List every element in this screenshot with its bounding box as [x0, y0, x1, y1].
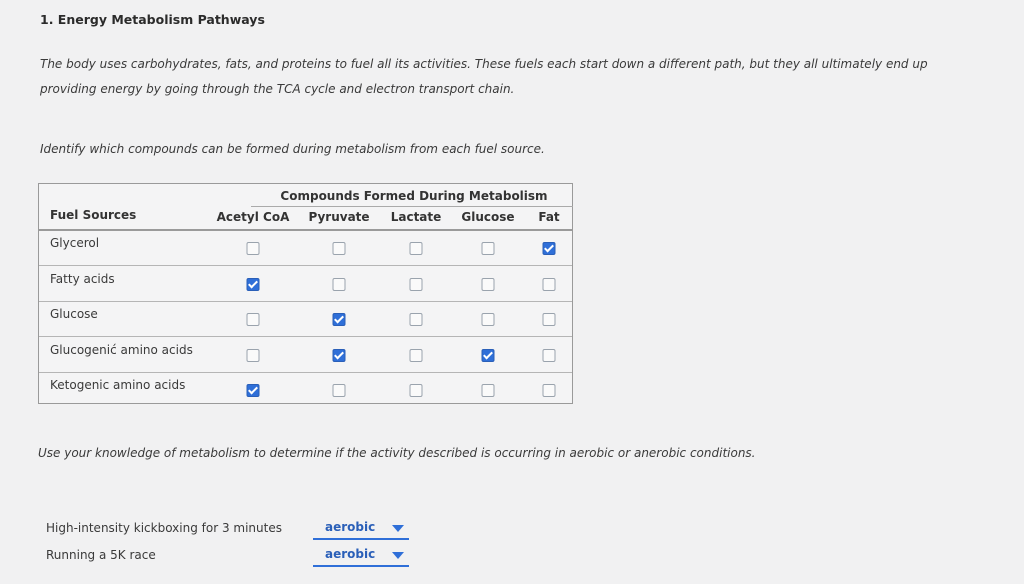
intro-text: The body uses carbohydrates, fats, and proteins to fuel all its activities. These fuels each start down a different path, but they all ultimately end up providing energy by going through the TCA cycle and electron transport chain.: [40, 57, 928, 96]
group-header-divider: [251, 206, 573, 207]
checkbox-glucose[interactable]: [482, 313, 495, 326]
checkbox-lactate[interactable]: [410, 278, 423, 291]
checkbox-pyruvate[interactable]: [333, 384, 346, 397]
checkbox-pyruvate[interactable]: [333, 313, 346, 326]
checkbox-fat[interactable]: [543, 313, 556, 326]
checkbox-glucose[interactable]: [482, 349, 495, 362]
activity-instruction: Use your knowledge of metabolism to determine if the activity described is occurring in aerobic or anerobic conditions.: [38, 446, 756, 460]
checkbox-acetyl-coa[interactable]: [247, 349, 260, 362]
checkbox-glucose[interactable]: [482, 242, 495, 255]
table-instruction: Identify which compounds can be formed during metabolism from each fuel source.: [40, 142, 545, 156]
condition-dropdown-5k[interactable]: [313, 547, 409, 567]
fuel-source-label: Ketogenic amino acids: [50, 378, 186, 392]
compounds-group-header: Compounds Formed During Metabolism: [280, 189, 548, 203]
table-row: [39, 338, 572, 373]
checkbox-fat[interactable]: [543, 349, 556, 362]
caret-down-icon: [392, 552, 404, 559]
fuel-source-label: Glucogenić amino acids: [50, 342, 193, 357]
col-header-lactate: Lactate: [390, 210, 442, 224]
caret-down-icon: [392, 525, 404, 532]
dropdown-value: aerobic: [325, 520, 376, 534]
checkbox-lactate[interactable]: [410, 313, 423, 326]
activity-label-5k: Running a 5K race: [46, 548, 156, 562]
checkbox-glucose[interactable]: [482, 278, 495, 291]
checkbox-fat[interactable]: [543, 278, 556, 291]
condition-dropdown-kickboxing[interactable]: [313, 520, 409, 540]
activity-label-kickboxing: High-intensity kickboxing for 3 minutes: [46, 521, 282, 535]
checkbox-acetyl-coa[interactable]: [247, 313, 260, 326]
checkbox-pyruvate[interactable]: [333, 278, 346, 291]
table-row: [39, 302, 572, 337]
fuel-sources-header: Fuel Sources: [50, 208, 137, 222]
checkbox-glucose[interactable]: [482, 384, 495, 397]
table-row: [39, 231, 572, 266]
fuel-source-label: Fatty acids: [50, 271, 115, 286]
checkbox-acetyl-coa[interactable]: [247, 384, 260, 397]
dropdown-value: aerobic: [325, 547, 376, 561]
page-title: 1. Energy Metabolism Pathways: [40, 12, 265, 27]
checkbox-acetyl-coa[interactable]: [247, 278, 260, 291]
col-header-acetyl-coa: Acetyl CoA: [216, 210, 290, 224]
metabolism-table: [38, 183, 573, 404]
checkbox-fat[interactable]: [543, 242, 556, 255]
checkbox-pyruvate[interactable]: [333, 349, 346, 362]
checkbox-lactate[interactable]: [410, 242, 423, 255]
checkbox-fat[interactable]: [543, 384, 556, 397]
fuel-source-label: Glycerol: [50, 236, 100, 250]
checkbox-lactate[interactable]: [410, 384, 423, 397]
col-header-glucose: Glucose: [461, 210, 515, 224]
table-row: [39, 267, 572, 302]
table-row: [39, 373, 572, 408]
checkbox-lactate[interactable]: [410, 349, 423, 362]
fuel-source-label: Glucose: [50, 307, 98, 321]
col-header-fat: Fat: [538, 210, 560, 224]
col-header-pyruvate: Pyruvate: [308, 210, 370, 224]
checkbox-acetyl-coa[interactable]: [247, 242, 260, 255]
checkbox-pyruvate[interactable]: [333, 242, 346, 255]
